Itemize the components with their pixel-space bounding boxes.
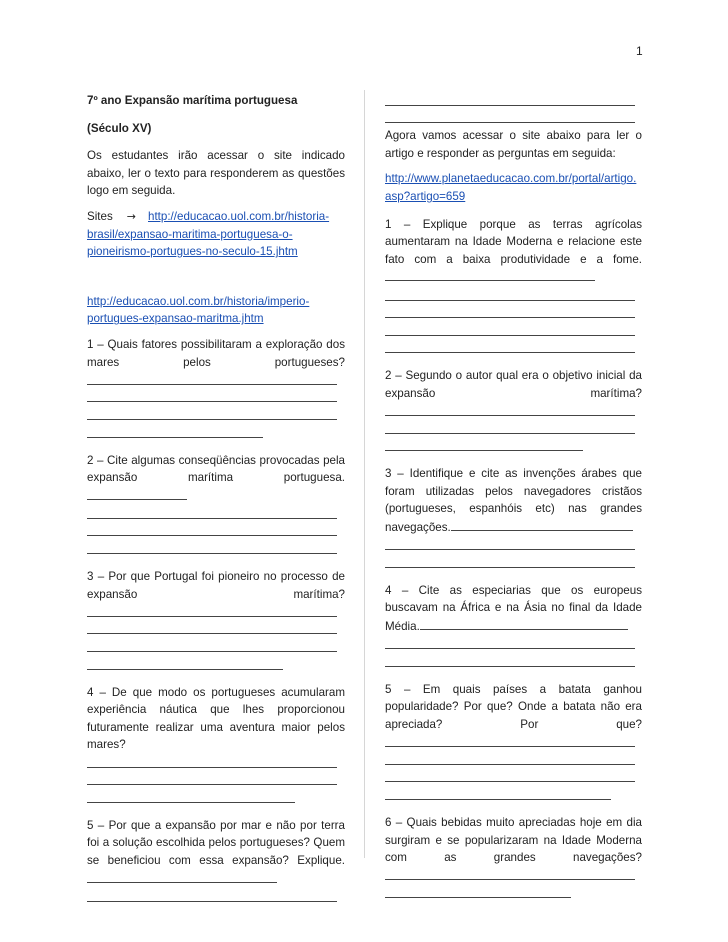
- answer-line[interactable]: [87, 656, 345, 674]
- site-link-2-paragraph: [87, 293, 345, 328]
- left-question-2-text: 2 – Cite algumas conseqüências provocadas pela expansão marítima portuguesa.: [87, 453, 345, 485]
- answer-line[interactable]: [385, 340, 642, 358]
- sites-paragraph: [87, 208, 345, 261]
- right-column: [385, 92, 642, 902]
- right-question-1: [385, 216, 642, 287]
- answer-line[interactable]: [385, 769, 642, 787]
- right-question-1-text: 1 – Explique porque as terras agrícolas aumentaram na Idade Moderna e relacione este fato com a baixa produtividade e a fome.: [385, 217, 642, 266]
- worksheet-title: 7º ano Expansão marítima portuguesa: [87, 94, 298, 107]
- answer-line[interactable]: [385, 110, 642, 128]
- answer-line[interactable]: [385, 884, 642, 902]
- answer-line[interactable]: [87, 389, 345, 407]
- answer-line[interactable]: [87, 523, 345, 541]
- answer-line[interactable]: [385, 305, 642, 323]
- answer-line[interactable]: [385, 751, 642, 769]
- left-question-4: 4 – De que modo os portugueses acumularam experiência náutica que lhes proporcionou futuramente realizar uma aventura maior pelos mares?: [87, 685, 345, 752]
- answer-line[interactable]: [87, 603, 345, 621]
- left-question-1: 1 – Quais fatores possibilitaram a exploração dos mares pelos portugueses?: [87, 337, 345, 369]
- right-question-4-text: 4 – Cite as especiarias que os europeus buscavam na África e na Ásia no final da Idade Média.: [385, 583, 642, 634]
- answer-line[interactable]: [87, 870, 277, 883]
- site-link-1[interactable]: http://educacao.uol.com.br/historia-brasil/expansao-maritima-portuguesa-o-pioneirismo-portugues-no-seculo-15.jhtm: [87, 209, 330, 259]
- answer-line[interactable]: [420, 617, 628, 630]
- answer-line[interactable]: [385, 322, 642, 340]
- worksheet-subtitle: (Século XV): [87, 121, 152, 135]
- answer-line[interactable]: [385, 537, 642, 555]
- answer-line[interactable]: [385, 653, 642, 671]
- answer-line[interactable]: [87, 754, 345, 772]
- answer-line[interactable]: [385, 420, 642, 438]
- article-link[interactable]: http://www.planetaeducacao.com.br/portal/artigo.asp?artigo=659: [385, 172, 637, 203]
- left-question-5: [87, 817, 345, 888]
- left-question-5-text: 5 – Por que a expansão por mar e não por terra foi a solução escolhida pelos portugueses? Quem se beneficiou com essa expansão? Explique.: [87, 818, 345, 867]
- answer-line[interactable]: [451, 518, 633, 531]
- right-question-2: 2 – Segundo o autor qual era o objetivo inicial da expansão marítima?: [385, 369, 642, 400]
- answer-line[interactable]: [87, 772, 345, 790]
- answer-line[interactable]: [87, 789, 345, 807]
- answer-line[interactable]: [87, 540, 345, 558]
- right-question-6: 6 – Quais bebidas muito apreciadas hoje em dia surgiram e se popularizaram na Idade Moderna com as grandes navegações?: [385, 815, 642, 865]
- right-question-4: [385, 582, 642, 636]
- page-number: 1: [636, 44, 643, 58]
- sites-label: Sites: [87, 209, 113, 223]
- answer-line[interactable]: [87, 638, 345, 656]
- answer-line[interactable]: [385, 268, 595, 281]
- column-divider: [364, 90, 365, 858]
- answer-line[interactable]: [87, 505, 345, 523]
- answer-line[interactable]: [385, 287, 642, 305]
- answer-line[interactable]: [385, 867, 642, 885]
- answer-line[interactable]: [87, 621, 345, 639]
- left-column: [87, 92, 345, 906]
- answer-line[interactable]: [385, 636, 642, 654]
- left-question-2: [87, 452, 345, 506]
- article-link-paragraph: [385, 170, 642, 205]
- answer-line[interactable]: [87, 487, 187, 500]
- answer-line[interactable]: [87, 406, 345, 424]
- right-question-3: [385, 465, 642, 536]
- right-question-3-text: 3 – Identifique e cite as invenções árabes que foram utilizadas pelos navegadores cristãos (portugueses, espanhóis etc) nas grandes navegações.: [385, 467, 642, 535]
- answer-line[interactable]: [385, 734, 642, 752]
- right-intro: Agora vamos acessar o site abaixo para ler o artigo e responder as perguntas em seguida:: [385, 129, 642, 160]
- answer-line[interactable]: [385, 92, 642, 110]
- answer-line[interactable]: [87, 424, 345, 442]
- site-link-2[interactable]: http://educacao.uol.com.br/historia/imperio-portugues-expansao-maritma.jhtm: [87, 294, 310, 326]
- arrow-right-icon: →: [126, 209, 136, 223]
- right-question-5: 5 – Em quais países a batata ganhou popularidade? Por que? Onde a batata não era apreciada? Por que?: [385, 682, 642, 731]
- answer-line[interactable]: [385, 554, 642, 572]
- answer-line[interactable]: [385, 438, 642, 456]
- answer-line[interactable]: [87, 888, 345, 906]
- answer-line[interactable]: [385, 786, 642, 804]
- left-question-3: 3 – Por que Portugal foi pioneiro no processo de expansão marítima?: [87, 570, 345, 601]
- answer-line[interactable]: [385, 403, 642, 421]
- left-intro: Os estudantes irão acessar o site indicado abaixo, ler o texto para responderem as questões logo em seguida.: [87, 149, 345, 198]
- answer-line[interactable]: [87, 371, 345, 389]
